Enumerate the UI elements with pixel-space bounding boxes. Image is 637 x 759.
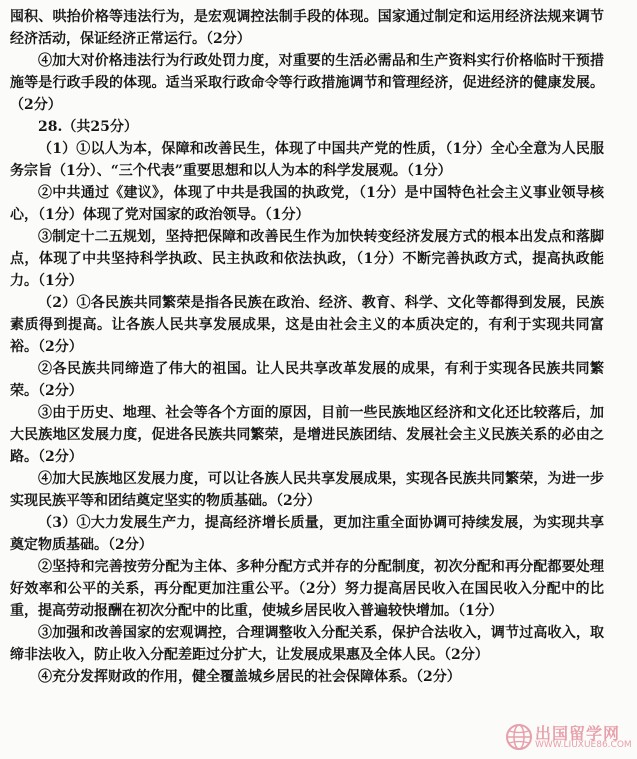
- paragraph-6: ③制定十二五规划，坚持把保障和改善民生作为加快转变经济发展方式的根本出发点和落脚点，体现了中共坚持科学执政、民主执政和依法执政，（1分）不断完善执政方式，提高执政能力。（1分）: [10, 229, 604, 289]
- paragraph-14: ④充分发挥财政的作用，健全覆盖城乡居民的社会保障体系。（2分）: [38, 669, 461, 685]
- paragraph-1: 囤积、哄抬价格等违法行为，是宏观调控法制手段的体现。国家通过制定和运用经济法规来调节经济活动，保证经济正常运行。（2分）: [10, 9, 604, 47]
- globe-icon: [505, 723, 533, 751]
- answer-text: [10, 6, 604, 688]
- watermark-url: WWW.LIUXUE86.COM: [535, 740, 632, 750]
- paragraph-10: ④加大民族地区发展力度，可以让各族人民共享发展成果，实现各民族共同繁荣，为进一步实现民族平等和团结奠定坚实的物质基础。（2分）: [10, 471, 604, 509]
- paragraph-8: ②各民族共同缔造了伟大的祖国。让人民共享改革发展的成果，有利于实现各民族共同繁荣。（2分）: [10, 361, 604, 399]
- paragraph-11: （3）①大力发展生产力，提高经济增长质量，更加注重全面协调可持续发展，为实现共享奠定物质基础。（2分）: [10, 515, 604, 553]
- paragraph-7: （2）①各民族共同繁荣是指各民族在政治、经济、教育、科学、文化等都得到发展，民族素质得到提高。让各族人民共享发展成果，这是由社会主义的本质决定的，有利于实现共同富裕。（2分）: [10, 295, 604, 355]
- site-watermark: [505, 721, 633, 755]
- watermark-title: 出国留学网: [535, 724, 621, 743]
- paragraph-12: ②坚持和完善按劳分配为主体、多种分配方式并存的分配制度，初次分配和再分配都要处理好效率和公平的关系，再分配更加注重公平。（2分）努力提高居民收入在国民收入分配中的比重，提高劳动报酬在初次分配中的比重，使城乡居民收入普遍较快增加。（1分）: [10, 559, 604, 619]
- question-28-heading: 28.（共25分）: [38, 119, 138, 135]
- paragraph-5: ②中共通过《建议》，体现了中共是我国的执政党，（1分）是中国特色社会主义事业领导核心，（1分）体现了党对国家的政治领导。（1分）: [10, 185, 604, 223]
- paragraph-2: ④加大对价格违法行为行政处罚力度，对重要的生活必需品和生产资料实行价格临时干预措施等是行政手段的体现。适当采取行政命令等行政措施调节和管理经济，促进经济的健康发展。（2分）: [10, 53, 604, 113]
- paragraph-9: ③由于历史、地理、社会等各个方面的原因，目前一些民族地区经济和文化还比较落后，加大民族地区发展力度，促进各民族共同繁荣，是增进民族团结、发展社会主义民族关系的必由之路。（2分）: [10, 405, 604, 465]
- paragraph-4: （1）①以人为本，保障和改善民生，体现了中国共产党的性质，（1分）全心全意为人民服务宗旨（1分）、“三个代表”重要思想和以人为本的科学发展观。（1分）: [10, 141, 604, 179]
- paragraph-13: ③加强和改善国家的宏观调控，合理调整收入分配关系，保护合法收入，调节过高收入，取缔非法收入，防止收入分配差距过分扩大，让发展成果惠及全体人民。（2分）: [10, 625, 604, 663]
